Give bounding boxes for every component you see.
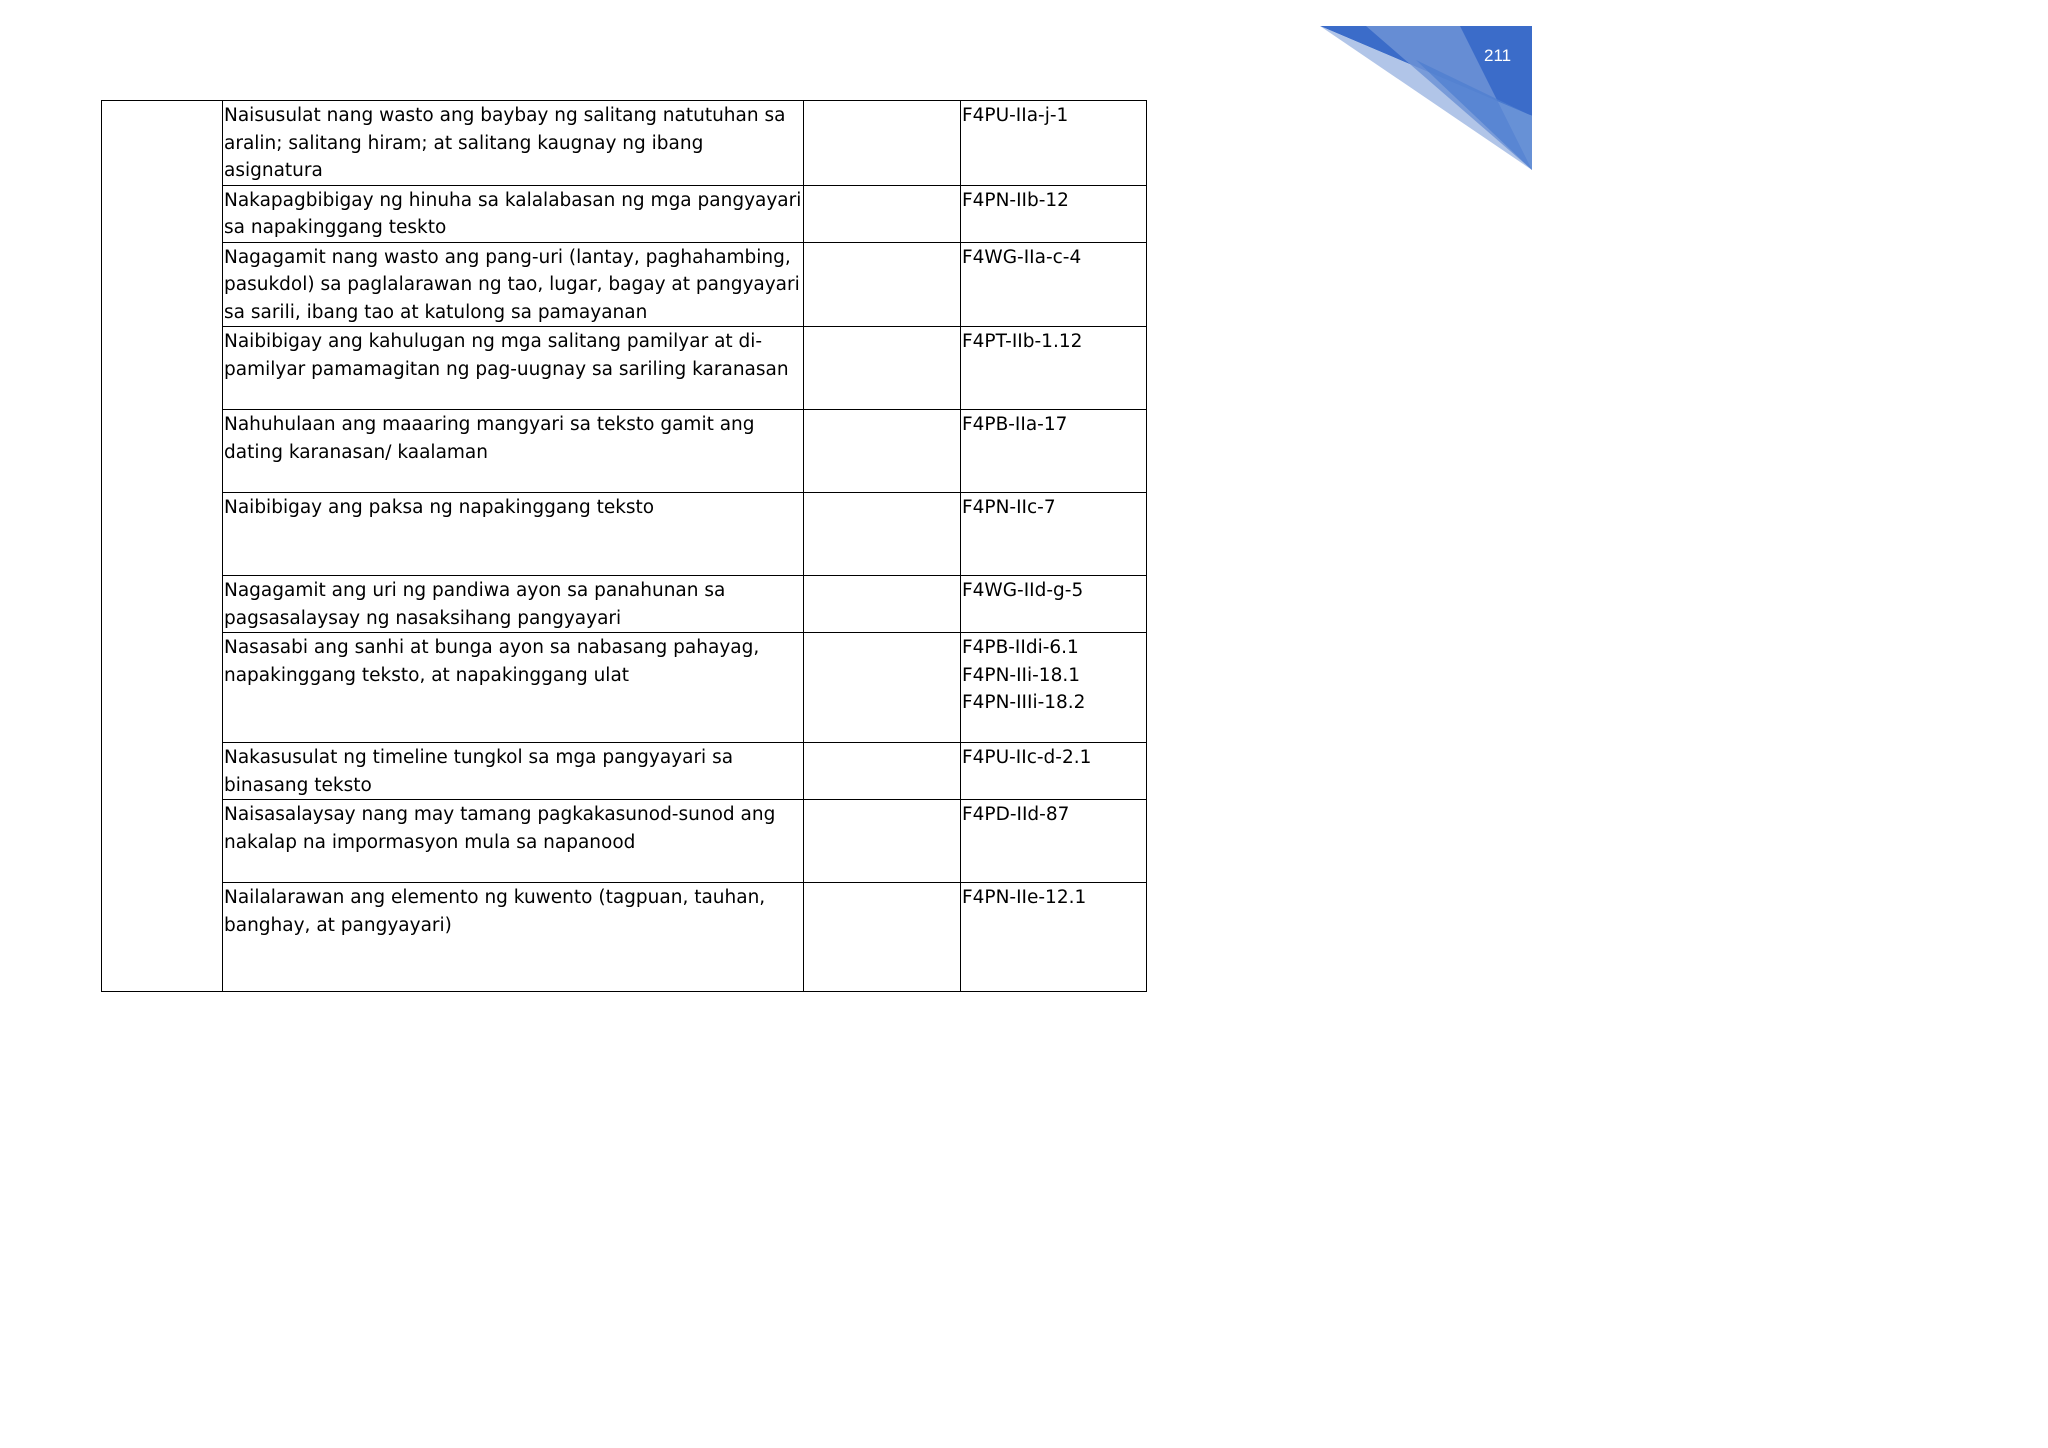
competency-code-cell bbox=[961, 493, 1147, 576]
table-row bbox=[102, 576, 1147, 633]
competency-code-cell bbox=[961, 576, 1147, 633]
competency-code-cell bbox=[961, 185, 1147, 242]
table-row bbox=[102, 327, 1147, 410]
competency-code-cell bbox=[961, 883, 1147, 992]
competency-code: F4PD-IId-87 bbox=[962, 804, 1070, 825]
table-row bbox=[102, 493, 1147, 576]
table-row bbox=[102, 410, 1147, 493]
competency-code-cell bbox=[961, 242, 1147, 327]
competency-code-cell bbox=[961, 743, 1147, 800]
table-row bbox=[102, 743, 1147, 800]
competency-text: Nasasabi ang sanhi at bunga ayon sa nabasang pahayag, napakinggang teksto, at napakinggang ulat bbox=[223, 633, 804, 743]
table-row bbox=[102, 185, 1147, 242]
blank-cell bbox=[804, 883, 961, 992]
competency-code: F4PN-IIi-18.1 bbox=[962, 664, 1081, 686]
competency-code: F4WG-IId-g-5 bbox=[962, 580, 1084, 601]
competency-text: Nakapagbibigay ng hinuha sa kalalabasan ng mga pangyayari sa napakinggang teskto bbox=[223, 185, 804, 242]
competency-code: F4WG-IIa-c-4 bbox=[962, 246, 1082, 268]
table-row bbox=[102, 800, 1147, 883]
competency-code-cell bbox=[961, 633, 1147, 743]
blank-cell bbox=[804, 327, 961, 410]
competency-code: F4PB-IIa-17 bbox=[962, 414, 1068, 435]
competency-text: Nailalarawan ang elemento ng kuwento (tagpuan, tauhan, banghay, at pangyayari) bbox=[223, 883, 804, 992]
competency-table bbox=[101, 100, 1147, 992]
page-number: 211 bbox=[1484, 46, 1512, 65]
merged-blank-cell bbox=[102, 101, 223, 992]
blank-cell bbox=[804, 743, 961, 800]
competency-text: Nagagamit nang wasto ang pang-uri (lantay, paghahambing, pasukdol) sa paglalarawan ng tao, lugar, bagay at pangyayari sa sarili, ibang tao at katulong sa pamayanan bbox=[223, 242, 804, 327]
competency-code: F4PU-IIc-d-2.1 bbox=[962, 747, 1092, 768]
competency-code-cell bbox=[961, 101, 1147, 186]
competency-text: Naibibigay ang kahulugan ng mga salitang pamilyar at di-pamilyar pamamagitan ng pag-uugnay sa sariling karanasan bbox=[223, 327, 804, 410]
competency-code: F4PN-IIb-12 bbox=[962, 189, 1069, 211]
competency-text: Nahuhulaan ang maaaring mangyari sa teksto gamit ang dating karanasan/ kaalaman bbox=[223, 410, 804, 493]
table-row bbox=[102, 101, 1147, 186]
competency-code: F4PT-IIb-1.12 bbox=[962, 331, 1083, 352]
competency-text: Nakasusulat ng timeline tungkol sa mga pangyayari sa binasang teksto bbox=[223, 743, 804, 800]
blank-cell bbox=[804, 101, 961, 186]
competency-code: F4PN-IIe-12.1 bbox=[962, 887, 1087, 908]
blank-cell bbox=[804, 242, 961, 327]
table-row bbox=[102, 883, 1147, 992]
competency-text: Naisusulat nang wasto ang baybay ng salitang natutuhan sa aralin; salitang hiram; at salitang kaugnay ng ibang asignatura bbox=[223, 101, 804, 186]
blank-cell bbox=[804, 800, 961, 883]
blank-cell bbox=[804, 410, 961, 493]
competency-text: Naisasalaysay nang may tamang pagkakasunod-sunod ang nakalap na impormasyon mula sa napanood bbox=[223, 800, 804, 883]
competency-code: F4PN-IIc-7 bbox=[962, 497, 1056, 518]
competency-code-cell bbox=[961, 800, 1147, 883]
competency-code: F4PN-IIIi-18.2 bbox=[962, 692, 1086, 713]
blank-cell bbox=[804, 185, 961, 242]
competency-code-cell bbox=[961, 327, 1147, 410]
blank-cell bbox=[804, 576, 961, 633]
competency-text: Naibibigay ang paksa ng napakinggang teksto bbox=[223, 493, 804, 576]
competency-code-cell bbox=[961, 410, 1147, 493]
competency-text: Nagagamit ang uri ng pandiwa ayon sa panahunan sa pagsasalaysay ng nasaksihang pangyayari bbox=[223, 576, 804, 633]
blank-cell bbox=[804, 493, 961, 576]
competency-code: F4PB-IIdi-6.1 bbox=[962, 637, 1079, 658]
blank-cell bbox=[804, 633, 961, 743]
competency-code: F4PU-IIa-j-1 bbox=[962, 105, 1069, 126]
corner-triangle-decoration bbox=[1310, 20, 1552, 190]
table-row bbox=[102, 242, 1147, 327]
table-row bbox=[102, 633, 1147, 743]
